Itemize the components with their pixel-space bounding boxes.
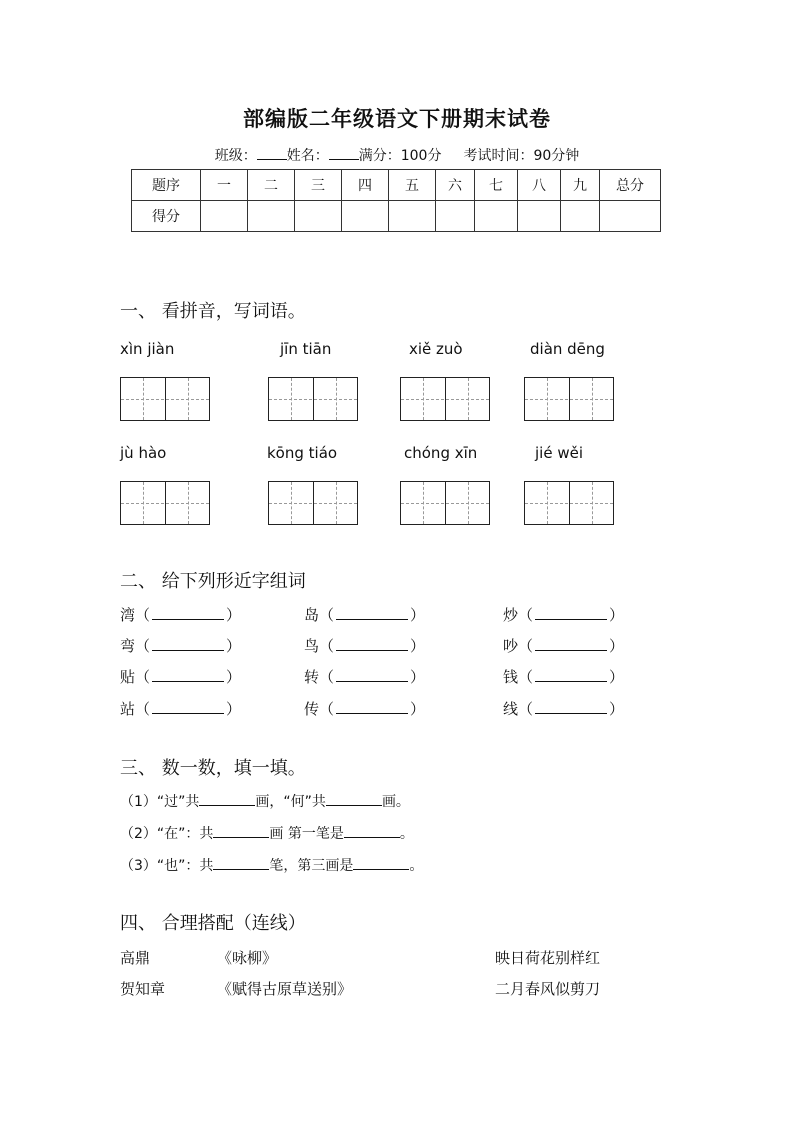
word-item: 传（ ） (304, 700, 426, 718)
char: 炒 (503, 606, 519, 624)
score-cell[interactable] (248, 201, 295, 232)
answer-blank[interactable] (152, 700, 224, 714)
class-label: 班级： (214, 148, 257, 164)
char: 钱 (503, 668, 519, 686)
score-cell[interactable] (342, 201, 389, 232)
section-2-title: 二、 给下列形近字组词 (120, 571, 306, 592)
char: 贴 (120, 668, 136, 686)
answer-blank[interactable] (344, 824, 400, 838)
question-3: （3）“也”：共 笔，第三画是 。 (120, 858, 424, 874)
answer-blank[interactable] (336, 700, 408, 714)
name-blank[interactable] (329, 147, 359, 160)
answer-blank[interactable] (213, 856, 269, 870)
word-item: 吵（ ） (503, 637, 625, 655)
exam-info (0, 145, 794, 165)
answer-blank[interactable] (152, 637, 224, 651)
char: 鸟 (304, 637, 320, 655)
score-cell[interactable] (600, 201, 661, 232)
section-1-title: 一、 看拼音，写词语。 (120, 301, 306, 322)
pinyin-3: xiě zuò (409, 340, 463, 358)
header-cell: 三 (295, 170, 342, 201)
answer-blank[interactable] (353, 856, 409, 870)
name-label: 姓名： (286, 148, 329, 164)
word-item: 站（ ） (120, 700, 242, 718)
row-label: 得分 (132, 201, 201, 232)
word-item: 转（ ） (304, 668, 426, 686)
char: 岛 (304, 606, 320, 624)
pinyin-2: jīn tiān (280, 340, 332, 358)
word-item: 鸟（ ） (304, 637, 426, 655)
pinyin-8: jié wěi (535, 444, 583, 462)
score-cell[interactable] (201, 201, 248, 232)
word-item: 炒（ ） (503, 606, 625, 624)
writing-grid[interactable] (400, 377, 490, 421)
char: 站 (120, 700, 136, 718)
word-item: 湾（ ） (120, 606, 242, 624)
score-header-row (132, 170, 661, 201)
pinyin-6: kōng tiáo (267, 444, 338, 462)
match-poem-title[interactable]: 《赋得古原草送别》 (217, 980, 353, 998)
char: 弯 (120, 637, 136, 655)
char: 线 (503, 700, 519, 718)
writing-grid[interactable] (268, 481, 358, 525)
match-author[interactable]: 高鼎 (120, 949, 151, 967)
writing-grid[interactable] (400, 481, 490, 525)
char: 转 (304, 668, 320, 686)
answer-blank[interactable] (336, 668, 408, 682)
score-cell[interactable] (475, 201, 518, 232)
match-author[interactable]: 贺知章 (120, 980, 166, 998)
score-cell[interactable] (389, 201, 436, 232)
class-blank[interactable] (257, 147, 287, 160)
word-item: 贴（ ） (120, 668, 242, 686)
answer-blank[interactable] (326, 792, 382, 806)
writing-grid[interactable] (120, 377, 210, 421)
word-item: 钱（ ） (503, 668, 625, 686)
answer-blank[interactable] (336, 606, 408, 620)
word-item: 弯（ ） (120, 637, 242, 655)
header-cell: 题序 (132, 170, 201, 201)
writing-grid[interactable] (268, 377, 358, 421)
answer-blank[interactable] (336, 637, 408, 651)
section-3-title: 三、 数一数，填一填。 (120, 758, 306, 779)
char: 吵 (503, 637, 519, 655)
score-cell[interactable] (518, 201, 561, 232)
header-cell: 八 (518, 170, 561, 201)
section-4-title: 四、 合理搭配（连线） (120, 913, 306, 934)
char: 湾 (120, 606, 136, 624)
answer-blank[interactable] (152, 606, 224, 620)
header-cell: 四 (342, 170, 389, 201)
answer-blank[interactable] (535, 700, 607, 714)
header-cell: 五 (389, 170, 436, 201)
pinyin-1: xìn jiàn (120, 340, 175, 358)
writing-grid[interactable] (524, 481, 614, 525)
match-poem-line[interactable]: 二月春风似剪刀 (495, 980, 601, 998)
exam-time: 考试时间：90分钟 (463, 148, 580, 164)
answer-blank[interactable] (152, 668, 224, 682)
header-cell: 七 (475, 170, 518, 201)
full-score: 满分：100分 (358, 148, 442, 164)
answer-blank[interactable] (199, 792, 255, 806)
match-poem-line[interactable]: 映日荷花别样红 (495, 949, 601, 967)
answer-blank[interactable] (213, 824, 269, 838)
match-poem-title[interactable]: 《咏柳》 (217, 949, 278, 967)
header-cell: 一 (201, 170, 248, 201)
score-table (131, 169, 661, 232)
writing-grid[interactable] (120, 481, 210, 525)
word-item: 线（ ） (503, 700, 625, 718)
question-2: （2）“在”：共 画 第一笔是 。 (120, 826, 414, 842)
answer-blank[interactable] (535, 637, 607, 651)
score-cell[interactable] (561, 201, 600, 232)
pinyin-7: chóng xīn (404, 444, 478, 462)
char: 传 (304, 700, 320, 718)
pinyin-5: jù hào (120, 444, 167, 462)
score-cell[interactable] (436, 201, 475, 232)
writing-grid[interactable] (524, 377, 614, 421)
pinyin-4: diàn dēng (530, 340, 605, 358)
answer-blank[interactable] (535, 606, 607, 620)
header-cell: 总分 (600, 170, 661, 201)
score-cell[interactable] (295, 201, 342, 232)
page-title: 部编版二年级语文下册期末试卷 (243, 106, 551, 131)
question-1: （1）“过”共 画，“何”共 画。 (120, 794, 410, 810)
word-item: 岛（ ） (304, 606, 426, 624)
answer-blank[interactable] (535, 668, 607, 682)
header-cell: 二 (248, 170, 295, 201)
score-value-row (132, 201, 661, 232)
header-cell: 九 (561, 170, 600, 201)
header-cell: 六 (436, 170, 475, 201)
